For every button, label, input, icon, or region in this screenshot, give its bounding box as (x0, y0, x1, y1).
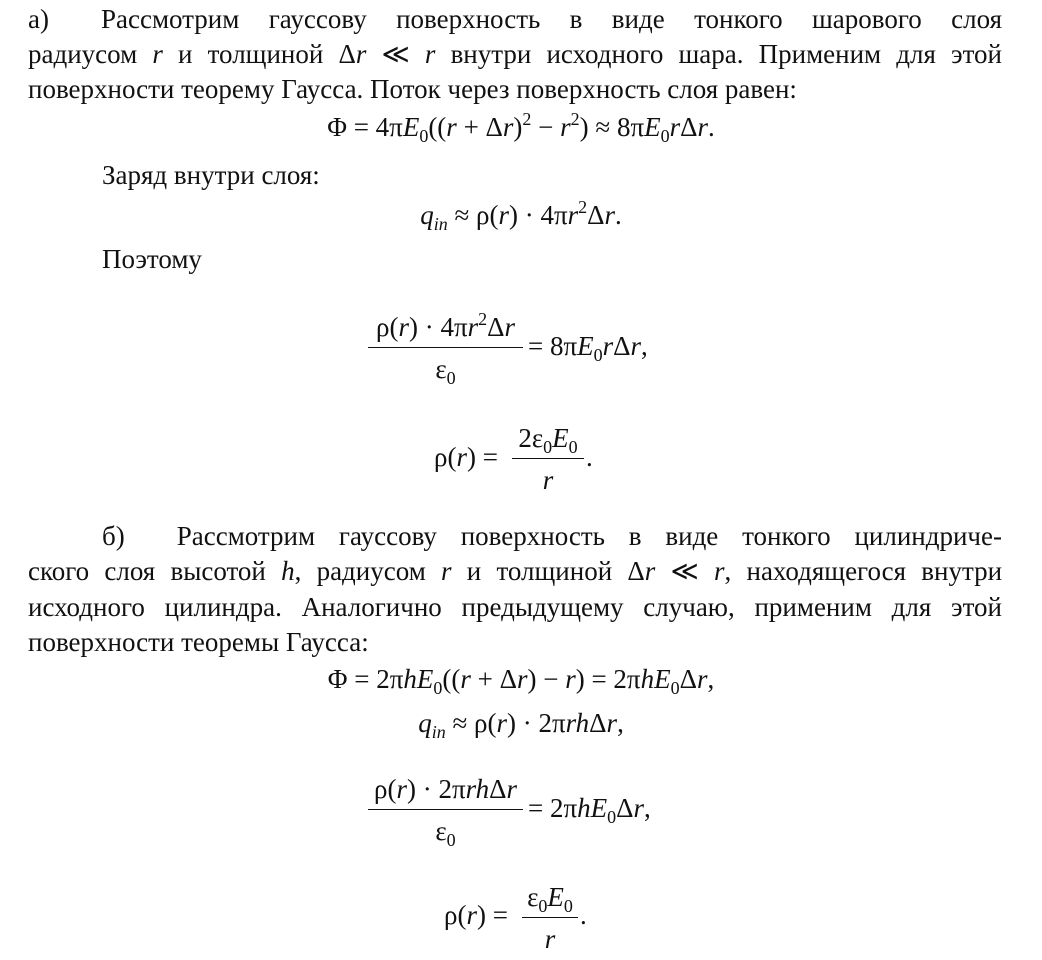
equation-rho-cylinder-lhs: ρ(r) = (444, 900, 508, 930)
part-b-line-2 (28, 554, 1002, 588)
var-r: r (152, 39, 163, 69)
part-b-line-1-text: Рассмотрим гауссову поверхность в виде тонкого цилиндриче- (176, 521, 1002, 551)
part-a-line-1-text: Рассмотрим гауссову поверхность в виде тонкого шарового слоя (100, 4, 1002, 34)
equation-rho-sphere-period: . (586, 442, 593, 472)
equation-rho-cylinder-period: . (580, 900, 587, 930)
part-a-line-2-text-1: радиусом (28, 39, 138, 69)
part-b-line-4: поверхности теоремы Гаусса: (28, 627, 369, 657)
part-a-therefore-label: Поэтому (102, 244, 202, 274)
var-h: h (281, 556, 295, 586)
equation-gauss-sphere-rhs: = $8\pi E_0r\Delta r$, (528, 331, 648, 365)
equation-rho-cylinder: $\varepsilon_0E_0$ r (522, 880, 586, 960)
equation-rho-sphere-lhs: ρ(r) = (434, 442, 498, 472)
part-b-line-2-text-1: ского слоя высотой (28, 556, 266, 586)
equation-gauss-sphere: $\rho(r) \cdot 4\pi r^2\Delta r$ $\varepsilon_0$ (368, 310, 528, 390)
equation-charge-cylinder: $q_{in} \approx \rho(r) \cdot 2\pi rh\Delta r$, (418, 708, 624, 742)
var-r-b: r (441, 556, 452, 586)
part-a-line-2-text-3: внутри исходного шара. Применим для этой (450, 39, 1003, 69)
inline-math-dr-ll-r: Δr ≪ r (338, 39, 436, 69)
equation-gauss-cylinder-rhs: = 2πhE$_0$Δr, (528, 793, 651, 827)
part-a-line-2 (28, 37, 1002, 71)
part-b-line-3: исходного цилиндра. Аналогично предыдущему случаю, применим для этой (28, 592, 1002, 622)
equation-flux-cylinder: Φ = 2πhE$_0$((r + Δr) − r) = 2πhE$_0$Δr, (327, 664, 715, 698)
inline-math-dr-ll-r-b: Δr ≪ r (627, 556, 725, 586)
part-b-marker: б) (102, 521, 125, 551)
part-b-line-2-text-4: , находящегося внутри (724, 556, 1003, 586)
part-b-line-2-text-3: и толщиной (466, 556, 613, 586)
part-a-marker: а) (28, 4, 49, 34)
part-a-charge-label: Заряд внутри слоя: (102, 160, 320, 190)
equation-rho-sphere: $2\varepsilon_0E_0$ r (512, 421, 592, 501)
equation-charge-sphere: $q_{in} \approx \rho(r) \cdot 4\pi r^2\Delta r$. (420, 197, 622, 234)
part-a-line-3: поверхности теорему Гаусса. Поток через поверхность слоя равен: (28, 74, 797, 104)
equation-gauss-cylinder: ρ(r) · 2πrhΔr $\varepsilon_0$ (368, 772, 528, 852)
part-a-line-1 (28, 2, 1002, 36)
equation-flux-sphere: $\Phi = 4\pi E_0((r + \Delta r)^2 - r^2) \approx 8\pi E_0r\Delta r$. (327, 109, 715, 146)
part-a-line-2-text-2: и толщиной (178, 39, 324, 69)
part-b-line-2-text-2: , радиусом (294, 556, 426, 586)
part-b-line-1 (28, 519, 1002, 553)
